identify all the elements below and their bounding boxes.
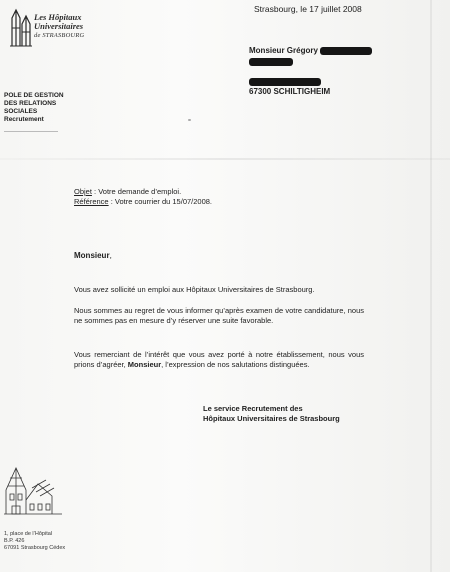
- subject-line: [74, 187, 212, 197]
- sender-address: [4, 531, 65, 552]
- paragraph-2: Nous sommes au regret de vous informer qu’après examen de votre candidature, nous ne sommes pas en mesure d’y réserver une suite favorable.: [74, 306, 364, 325]
- paragraph-1: Vous avez sollicité un emploi aux Hôpitaux Universitaires de Strasbourg.: [74, 285, 315, 294]
- reference-line: [74, 197, 212, 207]
- recipient-name-line: [249, 46, 372, 56]
- objet-label: Objet: [74, 187, 92, 196]
- paragraph-3: Vous remerciant de l’intérêt que vous avez porté à notre établissement, nous vous prions d’agréer, Monsieur, l’expression de nos salutations distinguées.: [74, 350, 364, 369]
- sender-service: [4, 92, 64, 124]
- hospital-logo-icon: [6, 8, 34, 48]
- service-line-1: POLE DE GESTION: [4, 92, 64, 99]
- logo-text: [34, 13, 84, 40]
- logo-line-2: Universitaires: [34, 21, 84, 31]
- reference-label: Référence: [74, 197, 109, 206]
- paper-fold: [0, 158, 450, 160]
- subject-block: [74, 187, 212, 207]
- redaction-bar: [320, 47, 372, 55]
- hospital-logo: [4, 6, 94, 50]
- letter-date: Strasbourg, le 17 juillet 2008: [254, 4, 362, 14]
- address-line-3: 67091 Strasbourg Cédex: [4, 545, 66, 551]
- address-line-2: B.P. 426: [4, 538, 25, 544]
- recipient-name: Monsieur Grégory: [249, 46, 318, 55]
- paper-fold-vertical: [430, 0, 432, 572]
- hospital-building-sketch-icon: [2, 460, 64, 518]
- recipient-block: [249, 46, 372, 97]
- service-line-4: Recrutement: [4, 116, 44, 123]
- signature-line-1: Le service Recrutement des: [203, 404, 303, 413]
- divider: [4, 131, 58, 132]
- service-line-3: SOCIALES: [4, 108, 38, 115]
- recipient-city: 67300 SCHILTIGHEIM: [249, 87, 331, 97]
- service-line-2: DES RELATIONS: [4, 100, 57, 107]
- logo-line-1: Les Hôpitaux: [34, 12, 82, 22]
- salutation: Monsieur,: [74, 251, 112, 260]
- redaction-bar: [249, 78, 321, 86]
- reference-value: : Votre courrier du 15/07/2008.: [108, 197, 213, 206]
- signature-block: [203, 404, 340, 424]
- redaction-bar: [249, 58, 293, 66]
- logo-line-3: de STRASBOURG: [34, 32, 85, 39]
- scan-speck: [188, 119, 191, 121]
- signature-line-2: Hôpitaux Universitaires de Strasbourg: [203, 414, 340, 423]
- address-line-1: 1, place de l’Hôpital: [4, 531, 53, 537]
- objet-value: : Votre demande d’emploi.: [91, 187, 182, 196]
